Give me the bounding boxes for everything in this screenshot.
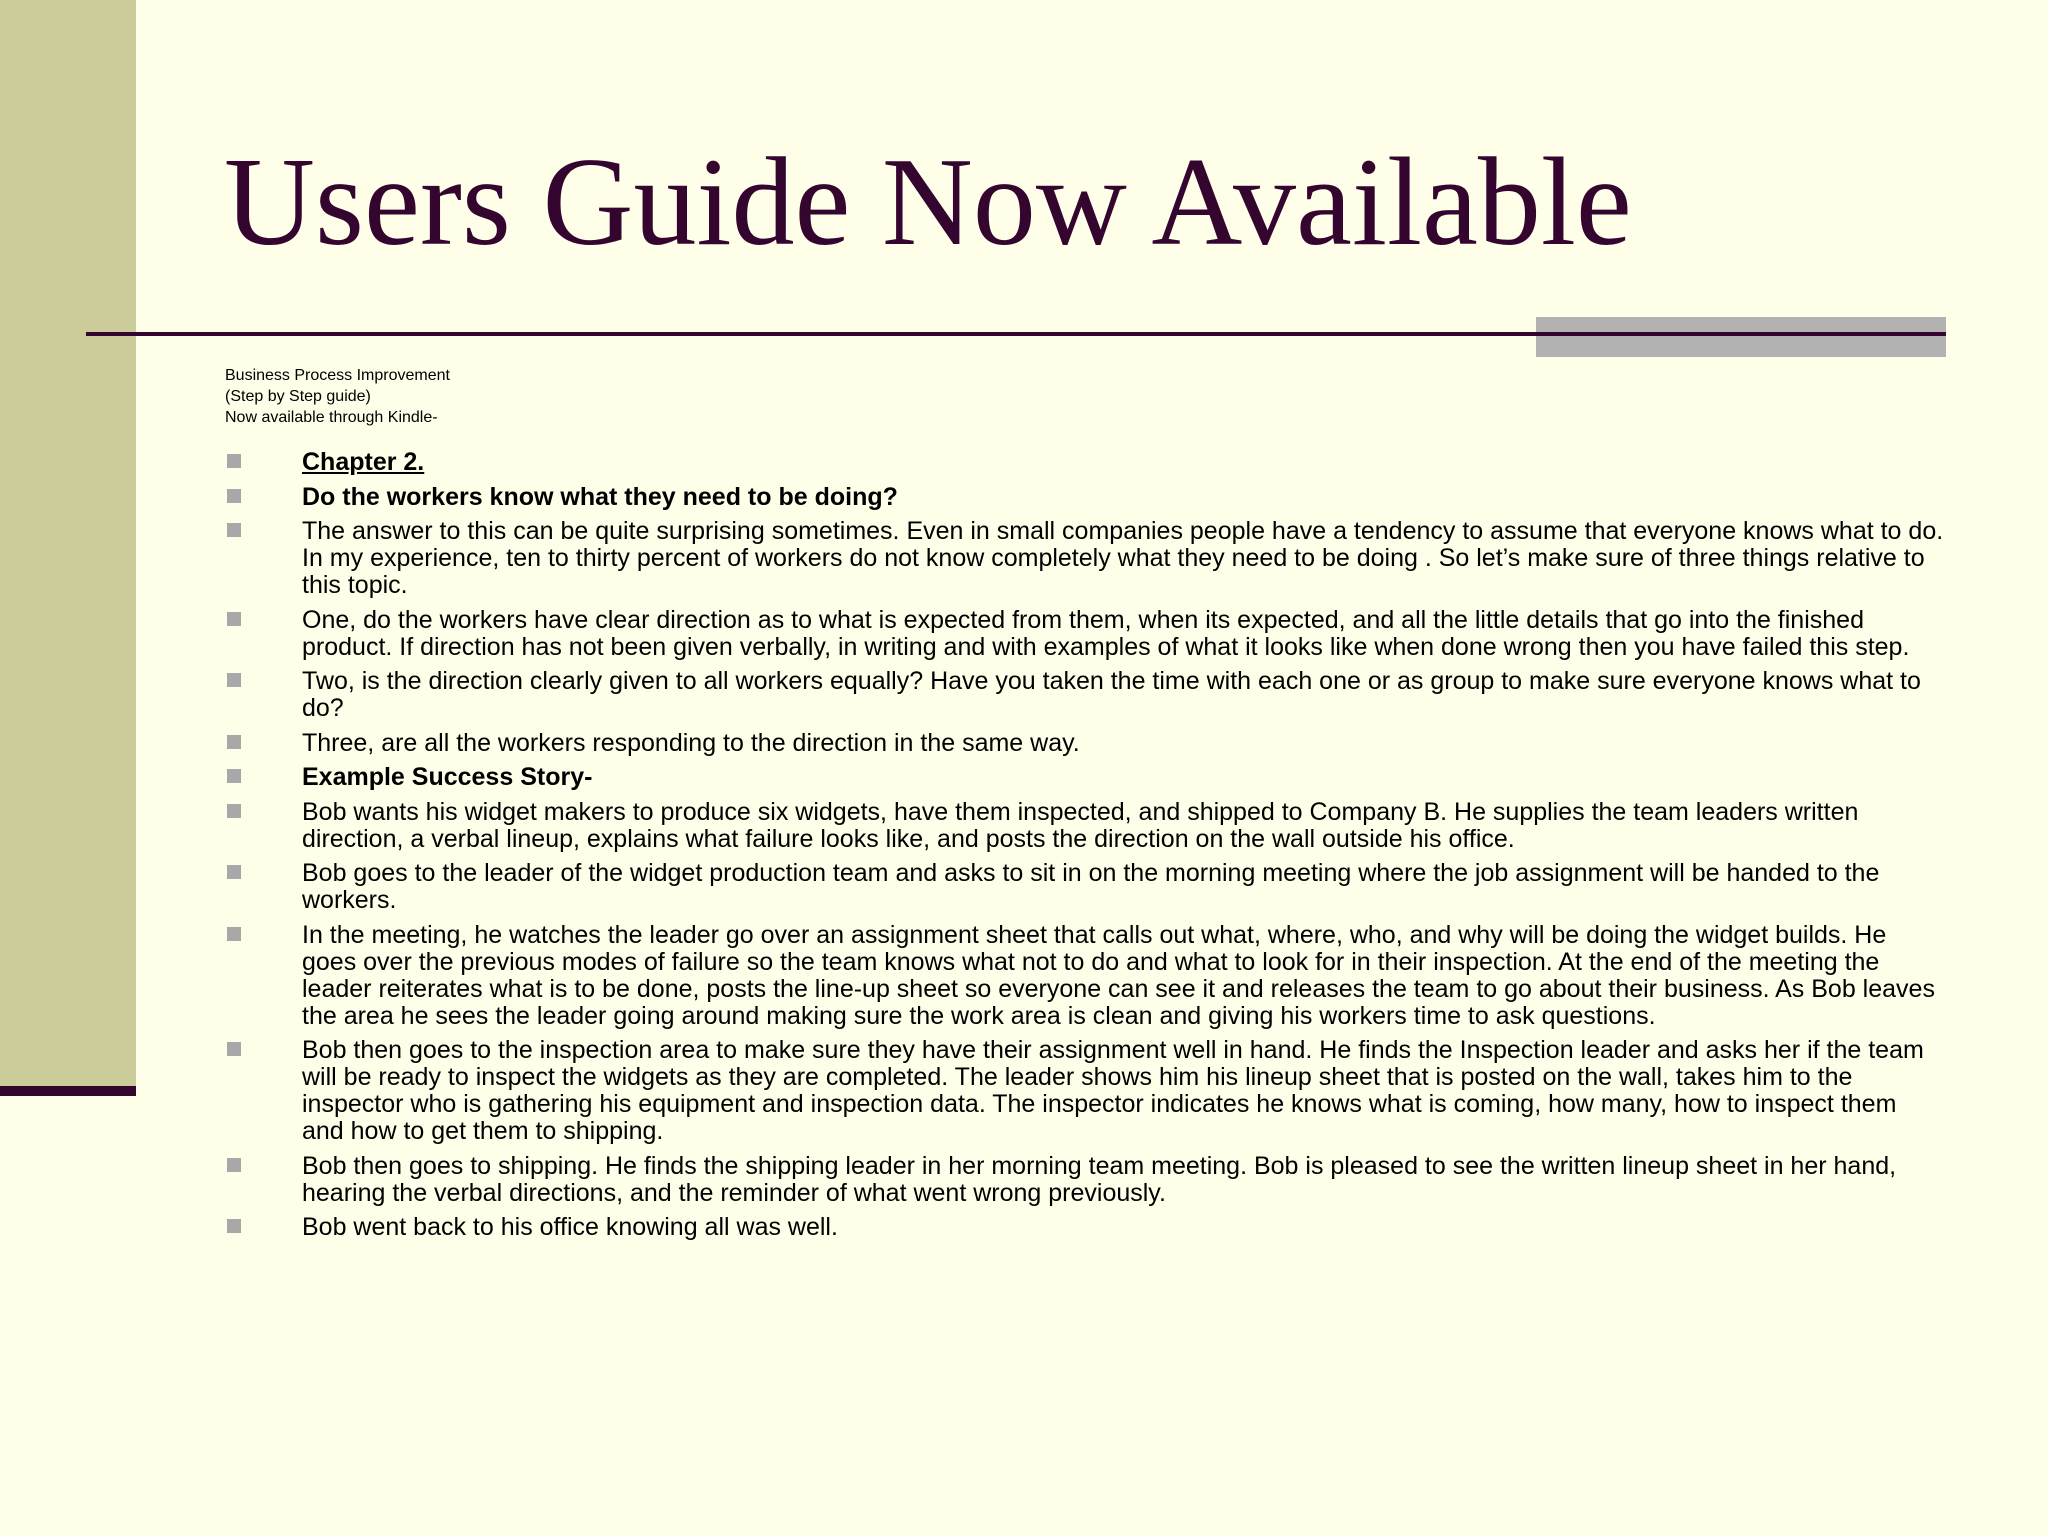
square-bullet-icon [227, 735, 241, 749]
bullet-item [225, 730, 1945, 757]
square-bullet-icon [227, 612, 241, 626]
left-bar-bottom-line [0, 1086, 136, 1096]
subtitle-line: Business Process Improvement [225, 367, 450, 384]
subtitle-line: Now available through Kindle- [225, 409, 438, 426]
bullet-item [225, 607, 1945, 661]
bullet-item [225, 860, 1945, 914]
bullet-item [225, 668, 1945, 722]
title-accent-block [1536, 317, 1946, 357]
bullet-item [225, 922, 1945, 1030]
bullet-item [225, 799, 1945, 853]
left-decorative-bar [0, 0, 136, 1090]
square-bullet-icon [227, 769, 241, 783]
square-bullet-icon [227, 865, 241, 879]
title-underline-rule [86, 332, 1946, 336]
bullet-text: The answer to this can be quite surprising sometimes. Even in small companies people have a tendency to assume that everyone knows what to do. In my experience, ten to thirty percent of workers do not know completely what they need to be doing . So let’s make sure of three things relative to this topic. [302, 517, 1944, 599]
square-bullet-icon [227, 523, 241, 537]
bullet-text: Bob went back to his office knowing all was well. [302, 1213, 838, 1241]
slide-title: Users Guide Now Available [224, 133, 1632, 272]
bullet-text: Three, are all the workers responding to the direction in the same way. [302, 728, 1080, 757]
bullet-item [225, 1037, 1945, 1145]
bullet-text: Bob wants his widget makers to produce six widgets, have them inspected, and shipped to Company B. He supplies the team leaders written direction, a verbal lineup, explains what failure looks like, and posts the direction on the wall outside his office. [302, 797, 1859, 853]
bullet-item [225, 1214, 1945, 1241]
bullet-item [225, 449, 1945, 476]
subtitle-block [225, 365, 450, 428]
square-bullet-icon [227, 927, 241, 941]
bullet-item [225, 518, 1945, 599]
subtitle-line: (Step by Step guide) [225, 388, 371, 405]
chapter-heading: Chapter 2. [302, 448, 425, 476]
example-heading: Example Success Story- [302, 763, 593, 791]
square-bullet-icon [227, 489, 241, 503]
square-bullet-icon [227, 454, 241, 468]
bullet-text: Bob then goes to shipping. He finds the shipping leader in her morning team meeting. Bob is pleased to see the written lineup sheet in her hand, hearing the verbal directions, and the reminder of what went wrong previously. [302, 1151, 1897, 1207]
square-bullet-icon [227, 804, 241, 818]
bullet-item [225, 764, 1945, 791]
square-bullet-icon [227, 673, 241, 687]
bullet-text: One, do the workers have clear direction as to what is expected from them, when its expected, and all the little details that go into the finished product. If direction has not been given verbally, in writing and with examples of what it looks like when done wrong then you have failed this step. [302, 605, 1910, 661]
bullet-list [225, 449, 1945, 1249]
square-bullet-icon [227, 1158, 241, 1172]
bullet-text: Two, is the direction clearly given to all workers equally? Have you taken the time with each one or as group to make sure everyone knows what to do? [302, 667, 1921, 722]
bullet-item [225, 484, 1945, 511]
section-question: Do the workers know what they need to be doing? [302, 482, 898, 511]
square-bullet-icon [227, 1042, 241, 1056]
square-bullet-icon [227, 1219, 241, 1233]
bullet-item [225, 1153, 1945, 1207]
bullet-text: Bob then goes to the inspection area to make sure they have their assignment well in hand. He finds the Inspection leader and asks her if the team will be ready to inspect the widgets as they are completed. The leader shows him his lineup sheet that is posted on the wall, takes him to the inspector who is gathering his equipment and inspection data. The inspector indicates he knows what is coming, how many, how to inspect them and how to get them to shipping. [302, 1036, 1924, 1145]
bullet-text: Bob goes to the leader of the widget production team and asks to sit in on the morning meeting where the job assignment will be handed to the workers. [302, 859, 1880, 914]
bullet-text: In the meeting, he watches the leader go over an assignment sheet that calls out what, where, who, and why will be doing the widget builds. He goes over the previous modes of failure so the team knows what not to do and what to look for in their inspection. At the end of the meeting the leader reiterates what is to be done, posts the line-up sheet so everyone can see it and releases the team to go about their business. As Bob leaves the area he sees the leader going around making sure the work area is clean and giving his workers time to ask questions. [302, 920, 1935, 1030]
